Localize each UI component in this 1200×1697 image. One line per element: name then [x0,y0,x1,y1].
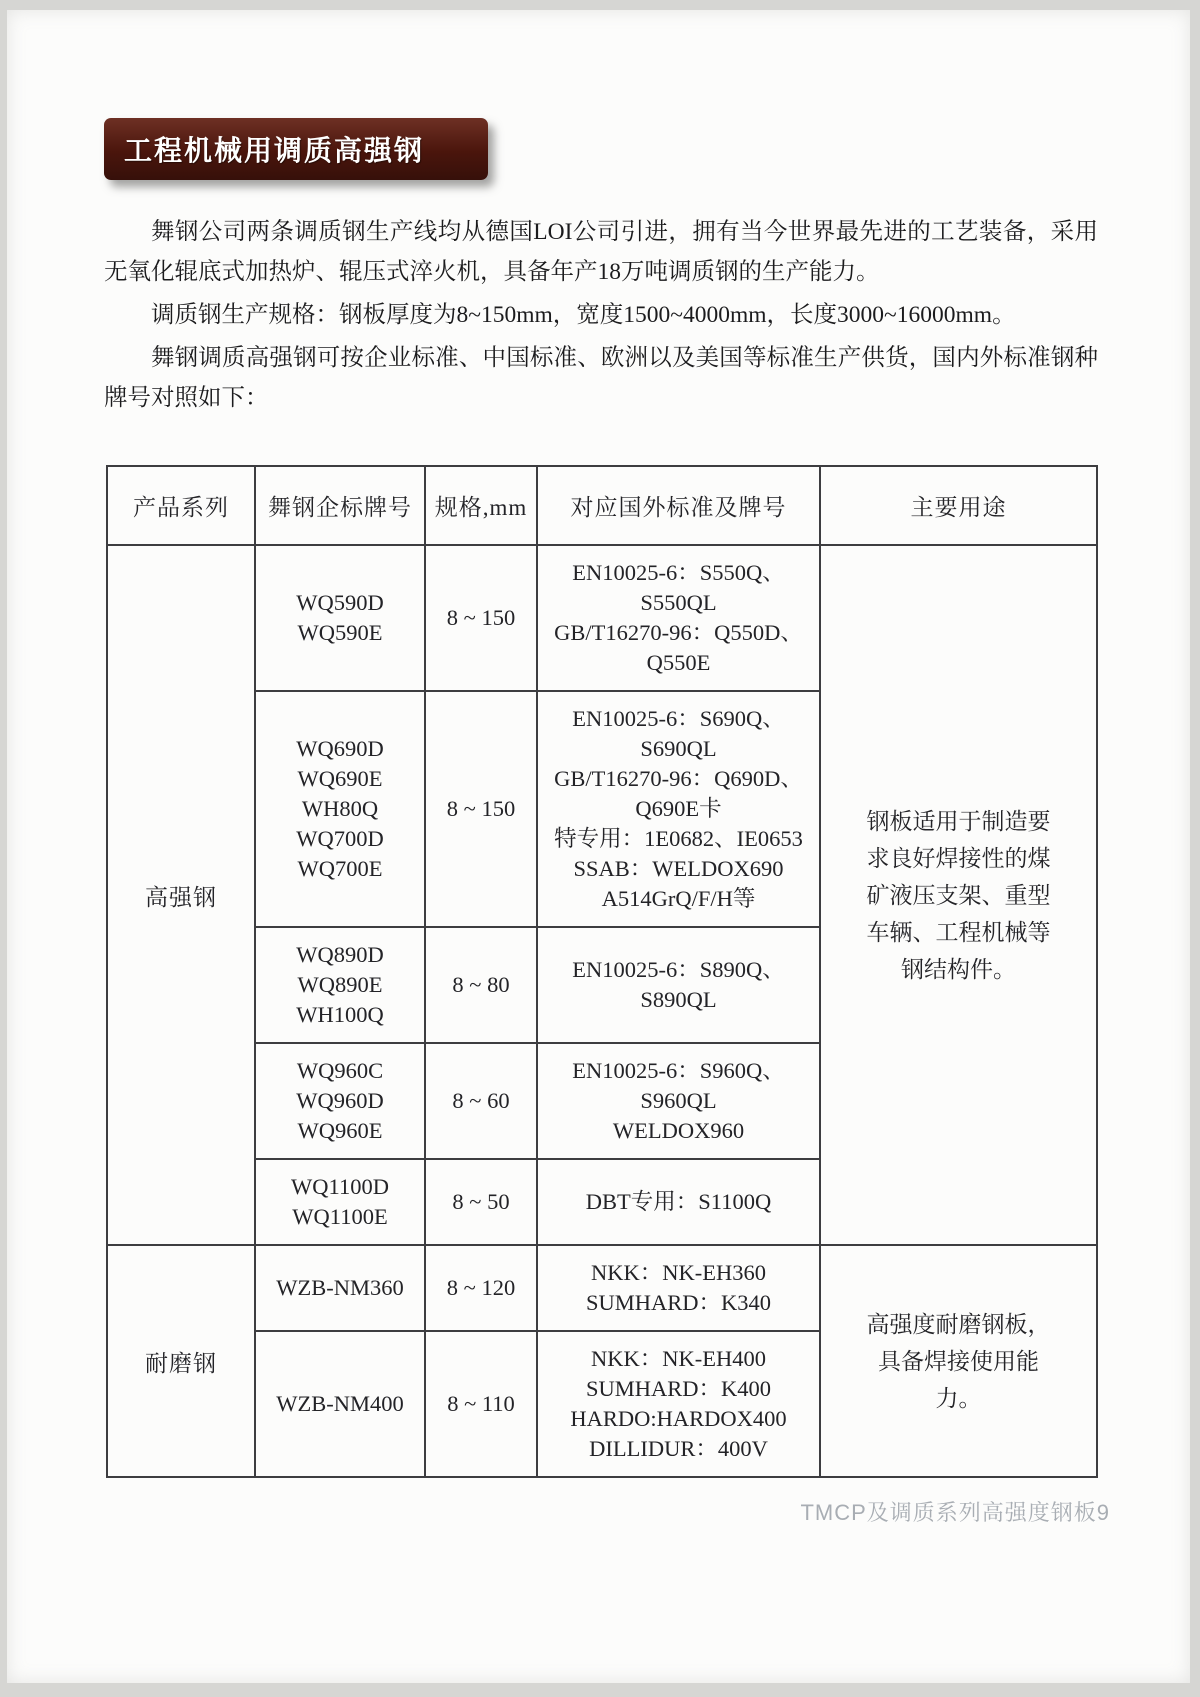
standards-cell [537,1159,820,1245]
standards-cell [537,1245,820,1331]
standard-line: DILLIDUR：400V [589,1436,768,1461]
standard-line: SUMHARD：K400 [585,1376,772,1401]
standard-line: 特专用：1E0682、IE0653 [554,826,803,851]
table-header-row [107,466,1097,545]
page-footer: TMCP及调质系列高强度钢板9 [800,1500,1110,1525]
section-title: 工程机械用调质高强钢 [124,135,425,166]
body-text [104,212,1098,421]
standard-line: EN10025-6：S550Q、S550QL [572,560,785,615]
standard-line: HARDO:HARDOX400 [570,1406,787,1431]
column-header: 主要用途 [820,466,1097,545]
grade-line: WQ1100D [291,1174,389,1199]
standards-cell [537,691,820,927]
grade-cell [255,1043,425,1159]
grade-cell [255,1245,425,1331]
column-header: 对应国外标准及牌号 [537,466,820,545]
standards-cell [537,545,820,691]
table-row [107,1245,1097,1331]
grade-line: WQ690E [297,766,383,791]
standard-line: NKK：NK-EH400 [591,1346,766,1371]
standards-cell [537,1043,820,1159]
standards-table-wrap [106,465,1096,1478]
spec-cell: 8 ~ 60 [425,1043,537,1159]
usage-cell: 钢板适用于制造要求良好焊接性的煤矿液压支架、重型车辆、工程机械等钢结构件。 [820,545,1097,1245]
standard-line: DBT专用：S1100Q [585,1189,772,1214]
spec-cell: 8 ~ 110 [425,1331,537,1477]
grade-line: WQ890E [297,972,383,997]
standard-line: EN10025-6：S960Q、S960QL [572,1058,785,1113]
grade-line: WQ690D [296,736,384,761]
grade-line: WQ590E [297,620,383,645]
standard-line: GB/T16270-96：Q550D、Q550E [554,620,803,675]
standard-line: A514GrQ/F/H等 [601,886,756,911]
column-header: 舞钢企标牌号 [255,466,425,545]
grade-line: WQ960C [296,1058,384,1083]
grade-line: WQ890D [296,942,384,967]
standard-line: GB/T16270-96：Q690D、Q690E卡 [554,766,803,821]
spec-cell: 8 ~ 150 [425,545,537,691]
grade-cell [255,1331,425,1477]
paragraph: 调质钢生产规格：钢板厚度为8~150mm，宽度1500~4000mm，长度3000~16000mm。 [151,302,1016,328]
grade-line: WQ960D [296,1088,384,1113]
grade-cell [255,1159,425,1245]
standard-line: WELDOX960 [612,1118,745,1143]
column-header: 产品系列 [107,466,255,545]
paragraph: 舞钢公司两条调质钢生产线均从德国LOI公司引进，拥有当今世界最先进的工艺装备，采用无氧化辊底式加热炉、辊压式淬火机，具备年产18万吨调质钢的生产能力。 [104,219,1098,285]
spec-cell: 8 ~ 120 [425,1245,537,1331]
grade-line: WQ1100E [292,1204,388,1229]
grade-line: WZB-NM400 [276,1391,404,1416]
standards-cell [537,927,820,1043]
grade-line: WQ960E [297,1118,383,1143]
grade-line: WQ590D [296,590,384,615]
table-row [107,545,1097,691]
table-body [107,545,1097,1477]
standard-line: SUMHARD：K340 [585,1290,772,1315]
grade-line: WZB-NM360 [276,1275,404,1300]
standard-line: EN10025-6：S690Q、S690QL [572,706,785,761]
spec-cell: 8 ~ 150 [425,691,537,927]
series-cell: 高强钢 [107,545,255,1245]
grade-cell [255,927,425,1043]
series-cell: 耐磨钢 [107,1245,255,1477]
grade-line: WH100Q [296,1002,384,1027]
grade-line: WQ700D [296,826,384,851]
grade-cell [255,691,425,927]
standards-cell [537,1331,820,1477]
grade-line: WQ700E [297,856,383,881]
paragraph: 舞钢调质高强钢可按企业标准、中国标准、欧洲以及美国等标准生产供货，国内外标准钢种牌号对照如下： [104,345,1098,411]
spec-cell: 8 ~ 80 [425,927,537,1043]
grade-line: WH80Q [301,796,379,821]
standard-line: EN10025-6：S890Q、S890QL [572,957,785,1012]
standard-line: SSAB：WELDOX690 [573,856,784,881]
standard-line: NKK：NK-EH360 [591,1260,766,1285]
spec-cell: 8 ~ 50 [425,1159,537,1245]
section-title-banner [104,118,488,180]
standards-table [106,465,1098,1478]
grade-cell [255,545,425,691]
usage-cell: 高强度耐磨钢板，具备焊接使用能力。 [820,1245,1097,1477]
column-header: 规格,mm [425,466,537,545]
